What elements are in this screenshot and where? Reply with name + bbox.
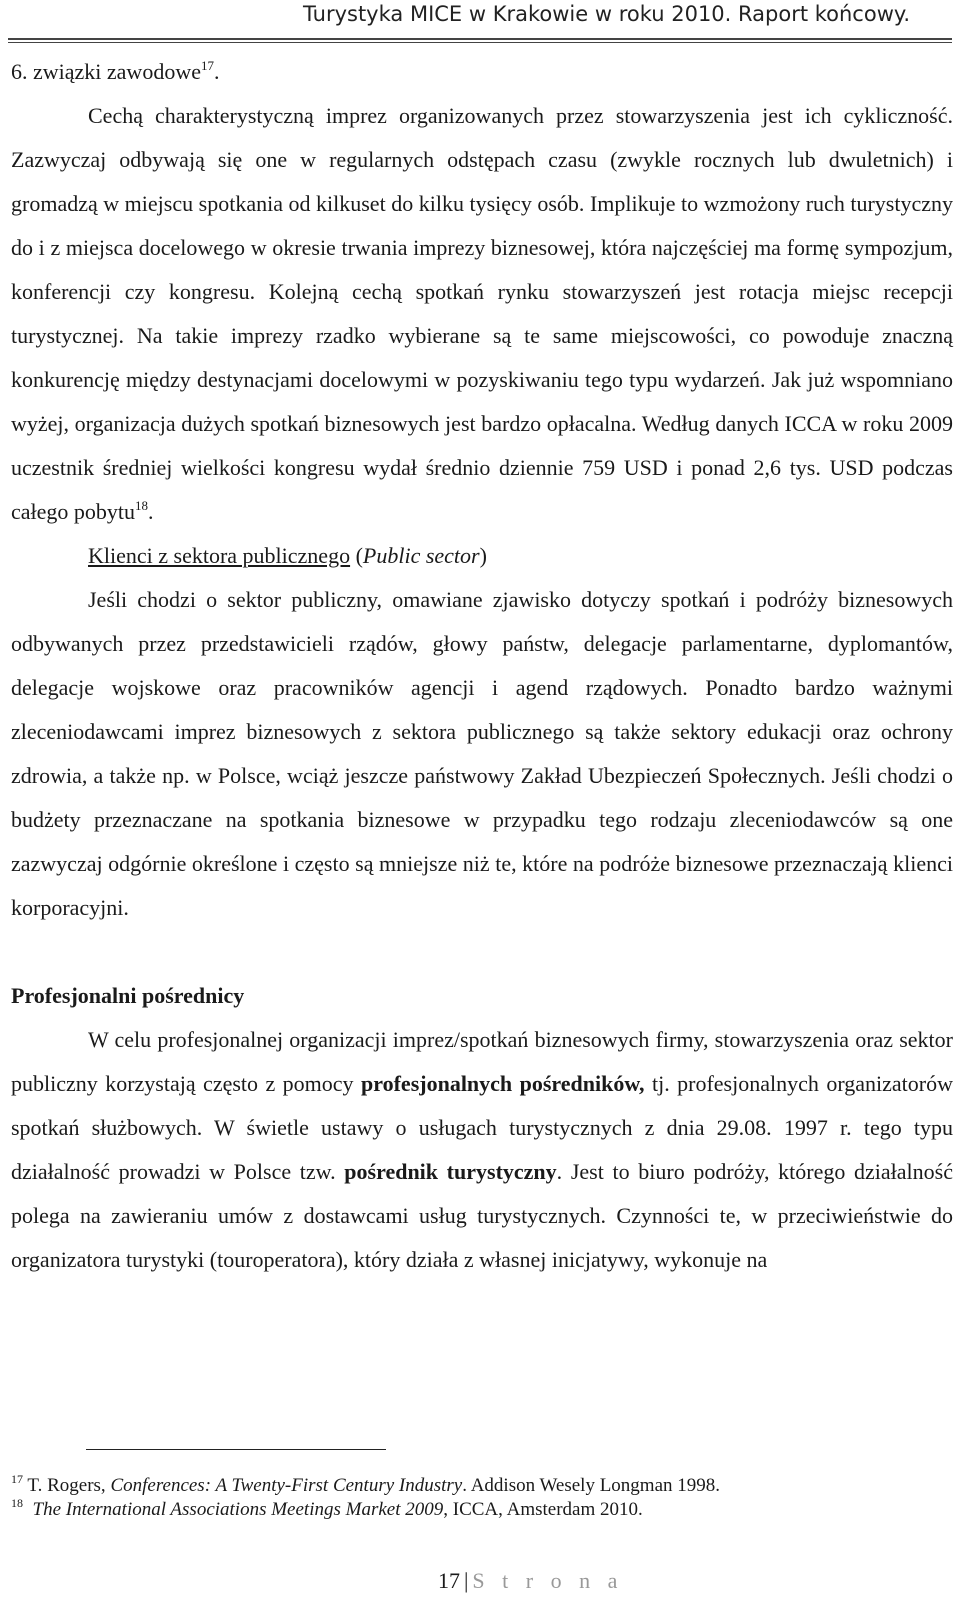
footnotes <box>11 1474 953 1522</box>
header-title: Turystyka MICE w Krakowie w roku 2010. Raport końcowy. <box>303 2 910 26</box>
page-number: 17 | S t r o n a <box>438 1568 624 1593</box>
paragraph-intermediaries: W celu profesjonalnej organizacji imprez/spotkań biznesowych firmy, stowarzyszenia oraz sektor publiczny korzystają często z pomocy profesjonalnych pośredników, tj. profesjonalnych organizatorów spotkań służbowych. W świetle ustawy o usługach turystycznych z dnia 29.08. 1997 r. tego typu działalność prowadzi w Polsce tzw. pośrednik turystyczny. Jest to biuro podróży, którego działalność polega na zawieraniu umów z dostawcami usług turystycznych. Czynności te, w przeciwieństwie do organizatora turystyki (touroperatora), który działa z własnej inicjatywy, wykonuje na <box>11 1027 953 1272</box>
section-heading: Profesjonalni pośrednicy <box>11 983 245 1008</box>
list-item-unions: 6. związki zawodowe$^{17}$. <box>11 58 220 84</box>
main-text <box>11 50 953 1282</box>
footnote-17: $^{17}$ T. Rogers, Conferences: A Twenty-First Century Industry. Addison Wesely Longman 1998. <box>11 1472 721 1496</box>
footnote-18: $^{18}$ The International Associations Meetings Market 2009, ICCA, Amsterdam 2010. <box>11 1496 643 1520</box>
footnote-ref-18[interactable]: 18 <box>135 498 149 513</box>
footnote-ref-17[interactable]: 17 <box>200 58 214 73</box>
header-rule <box>8 38 952 43</box>
subheading-public-sector: Klienci z sektora publicznego (Public sector) <box>88 543 487 568</box>
paragraph-associations: Cechą charakterystyczną imprez organizowanych przez stowarzyszenia jest ich cykliczność. Zazwyczaj odbywają się one w regularnych odstępach czasu (zwykle rocznych lub dwuletnich) i gromadzą w miejscu spotkania od kilkuset do kilku tysięcy osób. Implikuje to wzmożony ruch turystyczny do i z miejsca docelowego w okresie trwania imprezy biznesowej, która najczęściej ma formę sympozjum, konferencji czy kongresu. Kolejną cechą spotkań rynku stowarzyszeń jest rotacja miejsc recepcji turystycznej. Na takie imprezy rzadko wybierane są te same miejscowości, co powoduje znaczną konkurencję między destynacjami docelowymi w pozyskiwaniu tego typu wydarzeń. Jak już wspomniano wyżej, organizacja dużych spotkań biznesowych jest bardzo opłacalna. Według danych ICCA w roku 2009 uczestnik średniej wielkości kongresu wydał średnio dziennie 759 USD i ponad 2,6 tys. USD podczas całego pobytu$^{18}$. <box>11 103 953 524</box>
paragraph-public-sector: Jeśli chodzi o sektor publiczny, omawiane zjawisko dotyczy spotkań i podróży biznesowych odbywanych przez przedstawicieli rządów, głowy państw, delegacje parlamentarne, dyplomantów, delegacje wojskowe oraz pracowników agencji i agend rządowych. Ponadto bardzo ważnymi zleceniodawcami imprez biznesowych z sektora publicznego są także sektory edukacji oraz ochrony zdrowia, a także np. w Polsce, wciąż jeszcze państwowy Zakład Ubezpieczeń Społecznych. Jeśli chodzi o budżety przeznaczane na spotkania biznesowe w przypadku tego rodzaju zleceniodawców są one zazwyczaj odgórnie określone i często są mniejsze niż te, które na podróże biznesowe przeznaczają klienci korporacyjni. <box>11 587 953 920</box>
footnote-separator <box>86 1449 386 1450</box>
